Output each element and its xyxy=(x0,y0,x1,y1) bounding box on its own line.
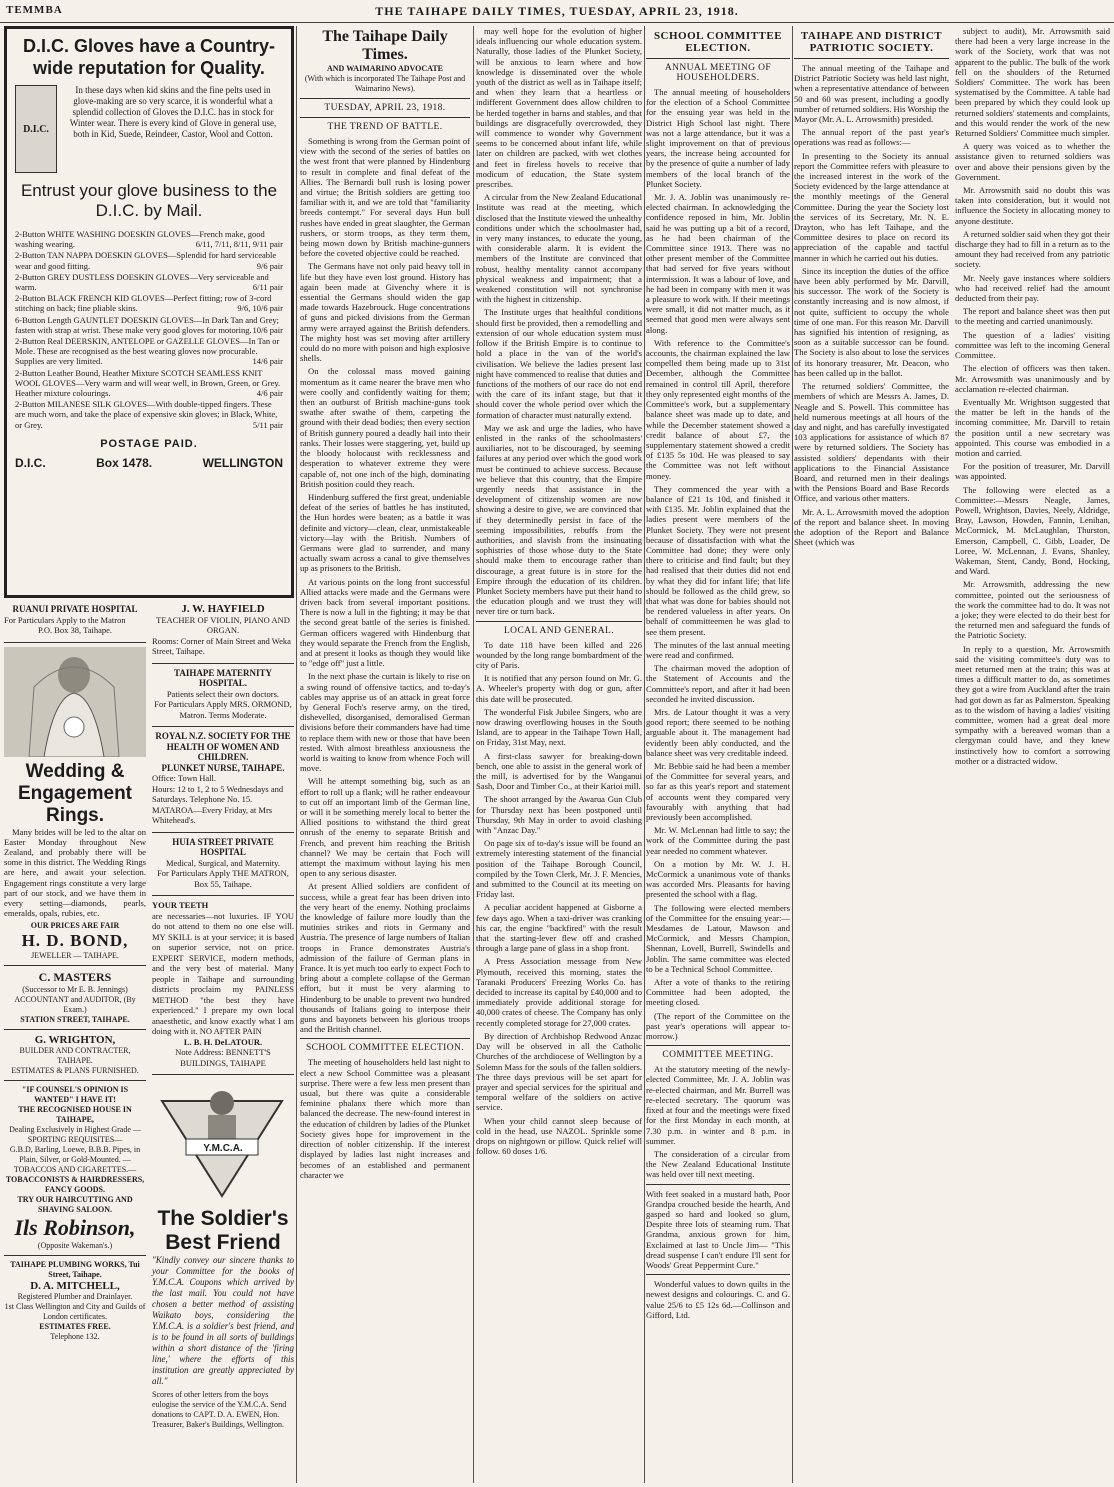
bride-illustration xyxy=(4,647,146,757)
local-item: The wonderful Fisk Jubilee Singers, who are now drawing overflowing houses in the South Island, are to appear in the Taihape Town Hall, on Friday, 31st May, next. xyxy=(476,706,642,748)
editorial-paragraph: may well hope for the evolution of higher ideals influencing our whole education system. Naturally, those ladies of the Plunket Society, will be anxious to learn where and how knowledge is disseminated over the whole youth of the district as well as in Taihape itself; and when they learn that a heartless or indifferent Government does allow children to be herded together in barns and stables, and that buildings are disgracefully overcrowded, they will commence to wonder why Government seems to be concerned about infant life, while later on children are packed, with wet clothes and feet in fireless hovels to receive that modicum of education, the State system prescribes. xyxy=(476,26,642,190)
article-paragraph: In reply to a question, Mr. Arrowsmith said the visiting committee's duty was to meet returned men at the train; this was at times a difficult matter to do, as sometimes they got a wire from Auckland after the train had got down as far as Palmerston. Speaking as to the wisdom of having a ladies' visiting committee, women had a great deal more sympathy with a bereaved woman than a clergyman could have, and they knew instinctively how to comfort a sorrowing mother or a distracted widow. xyxy=(955,643,1110,766)
counsel-ad: "IF COUNSEL'S OPINION IS WANTED" I HAVE IT! xyxy=(21,1085,129,1105)
school-committee-heading: SCHOOL COMMITTEE ELECTION. xyxy=(653,30,783,54)
local-item: To date 118 have been killed and 226 wounded by the long range bombardment of the city of Paris. xyxy=(476,639,642,670)
soldier-best-friend-body: "Kindly convey our sincere thanks to your Committee for the books of Y.M.C.A. Coupons which arrived by the last mail. You could not have chosen a better method of assisting Waikato boys, considering the Y.M.C.A. is a soldier's best friend, and is to be found in all sorts of buildings within a short distance of the 'firing line,' where the efforts of this institution are greatly appreciated by all." xyxy=(152,1255,294,1386)
local-item: On page six of to-day's issue will be found an extremely interesting statement of the financial position of the Taihape Borough Council, compiled by the Town Clerk, Mr. J. F. Mencies, and submitted to the Council at its meeting on Friday last. xyxy=(476,838,642,900)
glove-item: 2-Button Real DEERSKIN, ANTELOPE or GAZELLE GLOVES—In Tan or Mole. These are recognised as the best wearing gloves now procurable. Supplies are very limited. 14/6 pair xyxy=(15,336,283,367)
local-general-column xyxy=(476,26,642,1483)
patriotic-right-subcol xyxy=(955,26,1110,769)
article-paragraph: After a vote of thanks to the retiring Committee had been adopted, the meeting closed. xyxy=(646,977,790,1008)
bond-jeweller-sub: JEWELLER — TAIHAPE. xyxy=(31,951,119,961)
wrighton-name: G. WRIGHTON, xyxy=(34,1034,116,1047)
paper-title: The Taihape Daily Times. xyxy=(322,28,448,63)
editorial-paragraph: A circular from the New Zealand Educational Institute was read at the meeting, which disclosed that the Institute viewed the unhealthy conditions under which the schoolmaster had, in very many instances, to educate the young, with considerable alarm. It is evident the members of the Institute are convinced that robust, healthy mentality cannot accompany physical weakness and impairment; that a weakened constitution will not synchronise with the highest in citizenship. xyxy=(476,192,642,305)
column-rule xyxy=(473,26,474,1483)
editorial-paragraph: On the colossal mass moved gaining momentum as it came nearer the brave men who were coolly and confidently waiting for them; then an outburst of British machine-guns took swathe after swathe of them, carpeting the ground with their dead bodies; then every section of British gunnery poured a deadly hail into their ranks. Their losses were staggering, yet, build up the bloody holocaust with recklessness and desperation to whatever extreme they were capable of, not one inch of the high, dominating British position could they reach. xyxy=(300,366,470,489)
editorial-date: TUESDAY, APRIL 23, 1918. xyxy=(324,103,446,113)
ymca-soldier-illustration xyxy=(152,1081,294,1201)
hayfield-ad: J. W. HAYFIELD TEACHER OF VIOLIN, PIANO AND ORGAN. Rooms: Corner of Main Street and Weka Street, Taihape. xyxy=(152,603,291,656)
article-paragraph: At the statutory meeting of the newly-elected Committee, Mr. J. A. Joblin was re-elected chairman, and Mr. Burrell was re-elected secretary. The quorum was fixed at four and the meetings were fixed for the first Monday in each month, at 7.30 p.m. in winter and 8 p.m. in summer. xyxy=(646,1064,790,1146)
article-paragraph: The minutes of the last annual meeting were read and confirmed. xyxy=(646,639,790,660)
masthead-mark: TEMMBA xyxy=(6,4,63,16)
article-paragraph: For the position of treasurer, Mr. Darvill was appointed. xyxy=(955,461,1110,482)
paper-note: (With which is incorporated The Taihape Post and Waimarino News). xyxy=(304,74,466,93)
article-paragraph: A returned soldier said when they got their discharge they had to fill in a return as to the amount they had received from any patriotic society. xyxy=(955,228,1110,270)
school-committee-subheading: ANNUAL MEETING OF HOUSEHOLDERS. xyxy=(664,63,772,83)
editorial-paragraph: Something is wrong from the German point of view with the second of the series of battles on the west front that were planned by Hindenburg to result in complete and final defeat of the Allies. The Bernardi bull rush is losing power and virtue; the British soldiers are getting too familiar with it, and we are told that "familiarity breeds contempt." For several days Hun bull rushes have ended in great slaughter, the German rushers, or storm troops, as they term them, being mown down by British machine-gunners before the coveted objective could be reached. xyxy=(300,136,470,259)
glove-item: 2-Button WHITE WASHING DOESKIN GLOVES—French make, good washing wearing. 6/11, 7/11, 8/11, 9/11 pair xyxy=(15,229,283,250)
dic-ad-entrust: Entrust your glove business to the D.I.C. by Mail. xyxy=(20,181,278,220)
local-item: The shoot arranged by the Awarua Gun Club for Thursday next has been postponed until Thursday, 9th May in order to avoid clashing with "Anzac Day." xyxy=(476,794,642,836)
article-paragraph: Mr. Arrowsmith said no doubt this was taken into consideration, but it would not influence the Society in allocating money to anyone destitute. xyxy=(955,185,1110,226)
article-paragraph: A query was voiced as to whether the assistance given to returned soldiers was over and above their pensions given by the Government. xyxy=(955,141,1110,182)
local-item: When your child cannot sleep because of cold in the head, use NAZOL. Sprinkle some drops on nightgown or pillow. Quick relief will follow. 60 doses 1/6. xyxy=(476,1115,642,1157)
dic-foot-left: D.I.C. xyxy=(15,455,46,470)
article-paragraph: In presenting to the Society its annual report the Committee refers with pleasure to the increased interest in the work of the Society evidenced by the large attendance at the monthly meetings of the General Committee. During the year the Society lost the services of its Secretary, Mr. N. E. Drayton, who has left Taihape, and the Committee desires to place on record its appreciation of the capable and tactful manner in which he carried out his duties. xyxy=(794,150,949,263)
editorial-heading-2: SCHOOL COMMITTEE ELECTION. xyxy=(305,1043,465,1054)
article-paragraph: With reference to the Committee's accounts, the chairman explained the law compelled them being made up to 31st December, although the Committee remained in control till April, therefore they only represented eight months of the Committee's work, but a supplementary balance sheet was made up to date, and while the December statement showed a credit balance of about £7, the supplementary statement showed a credit of £135 5s 10d. He was pleased to say the Committee was not left without money. xyxy=(646,337,790,481)
editorial-paragraph: At present Allied soldiers are confident of success, while a great fear has been driven into the very heart of the enemy. Nothing proclaims the knowledge of failure more loudly than the mutinies strikes and riots in Germany and Austria. The presence of large numbers of Italian troops in France demonstrates Austria's admission of the failure of German plans in France. It is yet much too early to expect Foch to bring about a complete collapse of the German effort, but it must be very alarming to Hindenburg to be unable to prevent two hundred thousands of Italians going to interpose their guns and bayonets between his glorious troops and the British channel. xyxy=(300,881,470,1035)
local-item: By direction of Archbishop Redwood Anzac Day will be observed in all the Catholic Churches of the archdiocese of Wellington by a Solemn Mass for the souls of the fallen soldiers. The three days previous will be set apart for prayer and special services for the spiritual and temporal welfare of the soldiers on active service. xyxy=(476,1030,642,1113)
article-paragraph: The annual meeting of the Taihape and District Patriotic Society was held last night, when a representative attendance of between 50 and 60 was present, including a goodly number of returned soldiers. His Worship the Mayor (Mr. A. L. Arrowsmith) presided. xyxy=(794,63,950,125)
article-paragraph: The question of a ladies' visiting committee was left to the incoming General Committee. xyxy=(955,329,1110,361)
prices-fair: OUR PRICES ARE FAIR xyxy=(30,921,120,931)
masthead xyxy=(0,0,1114,23)
article-paragraph: Mr. J. A. Joblin was unanimously re-elected chairman. In acknowledging the confidence reposed in him, Mr. Joblin said he was putting up a bit of a record, as he had been chairman of the Committee since 1913. There was no other present member of the Committee that had served for five years without intermission. It was a labour of love, and he had been in company with men it was a pleasure to work with. If their meetings were small, it did not matter much, as it seemed that good men were always sent along. xyxy=(646,192,790,335)
local-item: A first-class sawyer for breaking-down bench, one able to assist in the general work of the mill, is advertised for by the Wanganui Sash, Door and Timber Co., at their Karioi mill. xyxy=(476,750,642,792)
plunket-nurse-ad: ROYAL N.Z. SOCIETY FOR THE HEALTH OF WOMEN AND CHILDREN. PLUNKET NURSE, TAIHAPE. Office: Town Hall. Hours: 12 to 1, 2 to 5 Wednesdays and Saturdays. Telephone No. 15. MATAROA—Every Friday, at Mrs Whitehead's. xyxy=(152,731,291,825)
school-committee-column xyxy=(646,26,790,1483)
editorial-paragraph: At various points on the long front successful Allied attacks were made and the Germans were driven back from several important positions. There is now a lull in the fighting; it may be that the second great battle of the series is finished. German officers wagered with Hindenburg that they would separate the French from the English, and at present it looks as though they would like to "edge off" just a little. xyxy=(300,576,470,669)
committee-meeting-heading: COMMITTEE MEETING. xyxy=(662,1050,774,1061)
local-general-heading: LOCAL AND GENERAL. xyxy=(503,625,615,636)
dic-foot-city: WELLINGTON xyxy=(202,455,283,470)
glove-logo-icon: D.I.C. xyxy=(15,85,57,173)
editorial-paragraph: In the next phase the curtain is likely to rise on a swing round of offensive tactics, and to-day's cables may apprise us of an attack in great force by General Foch's reserve army, on the tired, dishevelled, disorganised, demoralised German divisions before their commanders have had time to replace them with new or those that have been rested. With almost breathless anxiousness the world is waiting to know from whence Foch will move. xyxy=(300,671,470,774)
soldier-best-friend-title: The Soldier's Best Friend xyxy=(157,1207,289,1254)
article-paragraph: They commenced the year with a balance of £21 1s 10d, and finished it with £135. Mr. Joblin explained that the ladies present were members of the Plunket Society. They were not present because of dissatisfaction with what the Committee had done; they were only there to criticise and find fault; but they had realised that their duties did not end by what they did for infant life; that life should be followed as the child grew, so that what was done for babies should not be rendered valueless in after years. On behalf of committeemen he was glad to see them present. xyxy=(646,483,790,637)
quilts-notice: Wonderful values to down quilts in the newest designs and colourings. C. and G. value 25/6 to £5 12s 6d.—Collinson and Gifford, Ltd. xyxy=(646,1279,790,1320)
editorial-heading: THE TREND OF BATTLE. xyxy=(327,122,443,132)
huia-hospital-ad: HUIA STREET PRIVATE HOSPITAL Medical, Surgical, and Maternity. For Particulars Apply THE MATRON, Box 55, Taihape. xyxy=(157,836,289,889)
editorial-paragraph: The Institute urges that healthful conditions should first be provided, then a remodelling and extension of our whole education system must follow if the British Empire is to continue to hold a place in the van of the world's civilisation. We believe the ladies present last night have commenced to realise that duties and functions of the mothers of our race do not end with the care of its infant stage, but that it should cover the whole period over which the formation of character must naturally extend. xyxy=(476,307,642,420)
article-paragraph: Since its inception the duties of the office have been ably performed by Mr. Darvill, his successor. The work of the Society is constantly increasing and is now almost, if not quite, sufficient to occupy the whole time of one man. For this reason Mr. Darvill has signified his intention of resigning, as soon as a suitable successor can be found. The Society is also about to lose the services of its honorary treasurer, Mr. Deacon, who has been called up in the ballot. xyxy=(794,265,949,378)
glove-item: 2-Button Leather Bound, Heather Mixture SCOTCH SEAMLESS KNIT WOOL GLOVES—Very warm and will wear well, in Brown, Green, or Grey. Heather mixture colourings. 4/6 pair xyxy=(15,367,283,399)
article-paragraph: Mr. A. L. Arrowsmith moved the adoption of the report and balance sheet. In moving the adoption of the Report and Balance Sheet (which was xyxy=(794,506,949,548)
article-paragraph: The returned soldiers' Committee, the members of which are Messrs A. James, D. Neagle and S. Powell. This committee has held numerous meetings at all hours of the day and night, and has carefully investigated 103 applications for assistance of which 87 were by returned soldiers. The Society has assisted soldiers' dependants with their applications to the Financial Assistance Board, and returned men in their dealings with the Pensions Board and Base Records Office, and various other matters. xyxy=(794,381,949,504)
column-rule xyxy=(644,26,645,1483)
article-paragraph: Mrs. de Latour thought it was a very good report; there seemed to be nothing arguable about it. The management had evidently been ably conducted, and the balance sheet was very creditable indeed. xyxy=(646,706,790,758)
dic-ad-intro: In these days when kid skins and the fine pelts used in glove-making are so very scarce, it is wonderful what a splendid collection of Gloves the D.I.C. has in stock for Winter wear. There is every kind of Glove in general use, both in Kid, Suede, Reindeer, Castor, Wool and Cotton. xyxy=(69,85,277,139)
bond-jeweller-name: H. D. BOND, xyxy=(21,931,129,951)
glove-item: 2-Button TAN NAPPA DOESKIN GLOVES—Splendid for hard serviceable wear and good fitting. 9/6 pair xyxy=(15,250,283,271)
glove-item: 2-Button GREY DUSTLESS DOESKIN GLOVES—Very serviceable and warm. 6/11 pair xyxy=(15,271,283,293)
wedding-rings-body: Many brides will be led to the altar on Easter Monday throughout New Zealand, and probably there will be some in this district. The Wedding Rings are here, and await your selection. Engagement rings constitute a very large part of our stock, and we have them in every setting—diamonds, pearls, emeralds, opals, rubies, etc. xyxy=(4,826,146,919)
article-paragraph: The consideration of a circular from the New Zealand Educational Institute was held over till next meeting. xyxy=(646,1148,790,1180)
left-ads-b: J. W. HAYFIELD TEACHER OF VIOLIN, PIANO AND ORGAN. Rooms: Corner of Main Street and Weka Street, Taihape. TAIHAPE MATERNITY HOSPITAL. Patients select their own doctors. For Particulars Apply MRS. ORMOND, Matron. Terms Moderate. ROYAL N.Z. SOCIETY FOR THE HEALTH OF WOMEN AND CHILDREN. PLUNKET NURSE, TAIHAPE. Office: Town Hall. Hours: 12 to 1, 2 to 5 Wednesdays and Saturdays. Telephone No. 15. MATAROA—Every Friday, at Mrs Whitehead's. HUIA STREET PRIVATE HOSPITAL Medical, Surgical, and Maternity. For Particulars Apply THE MATRON, Box 55, Taihape. YOUR TEETH are necessaries—not luxuries. IF YOU do not attend to them no one else will. MY SKILL is at your service; it is based on superior service, not on price. EXPERT SERVICE, modern methods, and the very best of material. Many people in Taihape and surrounding districts proclaim my PAINLESS METHOD "the best they have experienced." I prepare my own local anaesthetic, and know exactly what I am doing with it. NO AFTER PAIN L. B. H. DeLATOUR. Note Address: BENNETT'S BUILDINGS, TAIHAPE Y.M.C.A. The Soldier's Best Friend "Kindly convey our sincere thanks to your Committee for the books of Y.M.C.A. Coupons which arrived by the last mail. You could not have chosen a better method of assisting Waikato boys, considering the Y.M.C.A. is a soldier's best friend, and is to be found in all sorts of buildings within a short distance of the 'firing line,' where the efforts of this institution are greatly appreciated by all." Scores of other letters from the boys eulogise the service of the Y.M.C.A. Send donations to CAPT. D. A. EWEN, Hon. Treasurer, Baker's Buildings, Wellington. xyxy=(152,603,294,1429)
postage-note: POSTAGE PAID. xyxy=(100,437,198,450)
ymca-badge: Y.M.C.A. xyxy=(203,1143,243,1154)
patriotic-society-column xyxy=(794,26,1110,1483)
patriotic-heading: TAIHAPE AND DISTRICT PATRIOTIC SOCIETY. xyxy=(800,30,943,54)
article-paragraph: (The report of the Committee on the past year's operations will appear to-morrow.) xyxy=(646,1010,790,1042)
glove-item: 2-Button BLACK FRENCH KID GLOVES—Perfect fitting; row of 3-cord stitching on back; fine pliable skins. 9/6, 10/6 pair xyxy=(15,293,283,314)
dic-foot-box: Box 1478. xyxy=(96,455,153,470)
article-paragraph: The annual meeting of householders for the election of a School Committee for the ensuing year was held in the District High School last night. There was not a large attendance, but it was a slight improvement on that of previous years, the increase being accounted for by the presence of quite a number of lady members of the local branch of the Plunket Society. xyxy=(646,87,790,189)
editorial-column xyxy=(300,26,470,1483)
editorial-paragraph: Will he attempt something big, such as an effort to roll up a flank; will he rather endeavour to cut off an important limb of the German line, or will it be something merely local to better the Allied positions to withstand the third great onrush of the enemy to separate British and French, and prevent him reaching the British channel? We may be certain that Foch will attempt the maximum without laying his men open to any serious disaster. xyxy=(300,776,470,879)
article-paragraph: The annual report of the past year's operations was read as follows:— xyxy=(794,127,949,148)
dic-glove-list xyxy=(15,229,283,430)
glove-item: 2-Button MILANESE SILK GLOVES—With double-tipped fingers. These are much worn, and take the place of expensive skin gloves; in Black, White, or Grey. 5/11 pair xyxy=(15,399,283,430)
plumbing-works: TAIHAPE PLUMBING WORKS, Tui Street, Taihape. xyxy=(10,1260,140,1280)
article-paragraph: Eventually Mr. Wrightson suggested that the matter be left in the hands of the incoming committee, Mr. Darvill to retain the position until a new secretary was appointed. This course was embodied in a motion and carried. xyxy=(955,396,1110,458)
patriotic-left-subcol xyxy=(794,26,949,769)
editorial-paragraph: The Germans have not only paid heavy toll in life but they have even lost ground. History has again been made at Givenchy where it is essential the Germans should widen the gap made towards Hazebrouck. Huge concentrations of guns and picked divisions from the German army were arrayed against the British defenders. The mighty host was set moving after artillery could do no more with poison and high explosive shells. xyxy=(300,261,470,364)
editorial-paragraph: Hindenburg suffered the first great, undeniable defeat of the series of battles he has instituted, the Hun hordes were beaten; as a battle it was definite and victory—clean, clear, unmistakeable victory—lay with the British. Numbers of Germans were glad to surrender, and many actually swam across a canal to give themselves up as prisoners to the British. xyxy=(300,491,470,574)
local-item: A Press Association message from New Plymouth, received this morning, states the Taranaki Producers' Freezing Works Co. has decided to increase its capital by £40,000 and to immediately provide additional storage for 40,000 crates of cheese. The Company has only recently completed storage for 27,000 crates. xyxy=(476,956,642,1028)
article-paragraph: Mr. Arrowsmith, addressing the new committee, pointed out the seriousness of the work the committee had to do. It was not a joke; they were elected to do their best for the returned men and safeguard the funds of the Patriotic Society. xyxy=(955,579,1110,641)
dic-gloves-advertisement xyxy=(4,26,294,598)
masthead-title: THE TAIHAPE DAILY TIMES, TUESDAY, APRIL 23, 1918. xyxy=(375,3,739,18)
article-paragraph: The report and balance sheet was then put to the meeting and carried unanimously. xyxy=(955,306,1110,327)
paper-subtitle: AND WAIMARINO ADVOCATE xyxy=(327,64,443,73)
local-item: A peculiar accident happened at Gisborne a few days ago. When a taxi-driver was cranking his car, the engine "backfired" with the result that the starting-lever flew off and crashed through a large pane of glass in a shop front. xyxy=(476,902,642,954)
article-paragraph: Mr. W. McLennan had little to say; the work of the Committee during the past year needed no comment whatever. xyxy=(646,825,790,856)
article-paragraph: subject to audit), Mr. Arrowsmith said there had been a very large increase in the work of the Society, work that was not apparent to the public. The bulk of the work fell on the shoulders of the Returned Soldiers' Committee. The work has been systematised by the Committee. A table had been prepared by which they could look up returned soldiers' statements and complaints, and this would render the work of the new Returned Soldiers' Committee much simpler. xyxy=(955,26,1110,139)
column-rule xyxy=(792,26,793,1483)
maternity-hospital-ad: TAIHAPE MATERNITY HOSPITAL. Patients select their own doctors. For Particulars Apply MRS. ORMOND, Matron. Terms Moderate. xyxy=(154,667,292,720)
robinson-name: Ils Robinson, xyxy=(14,1215,136,1241)
ruanui-hospital-ad: RUANUI PRIVATE HOSPITAL For Particulars Apply to the Matron P.O. Box 38, Taihape. xyxy=(4,604,138,635)
editorial-paragraph: May we ask and urge the ladies, who have enlisted in the ranks of the schoolmasters' auxiliaries, not to be discouraged, by seeming failures at any period over which the good work must be continued to achieve success. Because we believe that this country, that the Empire urgently needs that assistance in the development of citizenship women are now showing a desire to give, we are convinced that if they determinedly persist in face of the seeming impossibilities, rebuffs from the authorities, and slavish from the insinuating sophistries of those whose duty to the State should make them to encourage rather than discourage, a great future is in store for the Empire through the education of its children. Plunket Society members have put their hand to the education plough and we trust they will never tire or turn back. xyxy=(476,422,642,617)
editorial-paragraph: The meeting of householders held last night to elect a new School Committee was a pleasant surprise. There were a few less men present than usual, but there was quite a considerable feminine phalanx there which more than balanced the decrease. The new-found interest in the education of children by ladies of the Plunket Society gives hope for improvement in the direction of nobler citizenship. If the interest displayed by ladies last night increases and becomes of an established and permanent character we xyxy=(300,1057,470,1180)
glove-item: 6-Button Length GAUNTLET DOESKIN GLOVES—In Dark Tan and Grey; fasten with strap at wrist. These make very good gloves for motoring. 10/6 pair xyxy=(15,314,283,335)
column-rule xyxy=(296,26,297,1483)
local-item: It is notified that any person found on Mr. G. A. Wheeler's property with dog or gun, after this date will be prosecuted. xyxy=(476,673,642,704)
masters-name: C. MASTERS xyxy=(38,970,112,985)
article-paragraph: The election of officers was then taken. Mr. Arrowsmith was unanimously and by acclamation re-elected chairman. xyxy=(955,363,1110,394)
dic-ad-title: D.I.C. Gloves have a Country-wide reputation for Quality. xyxy=(22,36,276,78)
article-paragraph: On a motion by Mr. W. J. H. McCormick a unanimous vote of thanks was accorded Mrs. Pleasants for having presented the school with a flag. xyxy=(646,858,790,900)
wedding-rings-title: Wedding & Engagement Rings. xyxy=(17,760,133,826)
article-paragraph: The following were elected as a Committee:—Messrs Neagle, James, Powell, Wrightson, Davies, Neely, Aldridge, Bray, Lawson, Howden, Fannin, Lenihan, McCormick, M. McLaughlan, Thurston, Emerson, Campbell, C. Gibb, Loader, De Loree, W. McLennan, J. Evans, Shanley, Wakeman, Stent, Candy, Bond, Hocking, and Ward. xyxy=(955,484,1110,577)
article-paragraph: The chairman moved the adoption of the Statement of Accounts and the Committee's report, and after it had been seconded he invited discussion. xyxy=(646,663,790,704)
article-paragraph: Mr. Bebbie said he had been a member of the Committee for several years, and so far as this year's report and statement of accounts went they compared very favourably with anything that had previously been accomplished. xyxy=(646,761,790,823)
article-paragraph: The following were elected members of the Committee for the ensuing year:—Mesdames de Latour, Mawson and McCormick, and Messrs Champion, Shennan, Lovell, Burrell, Swindells and Joblin. The same committee was elected to be a Technical School Committee. xyxy=(646,902,790,974)
teeth-ad: YOUR TEETH are necessaries—not luxuries. IF YOU do not attend to them no one else will. MY SKILL is at your service; it is based on superior service, not on price. EXPERT SERVICE, modern methods, and the very best of material. Many people in Taihape and surrounding districts proclaim my PAINLESS METHOD "the best they have experienced." I prepare my own local anaesthetic, and know exactly what I am doing with it. NO AFTER PAIN L. B. H. DeLATOUR. Note Address: BENNETT'S BUILDINGS, TAIHAPE xyxy=(152,900,294,1068)
advertisement-column xyxy=(4,26,294,1483)
left-ads-a: RUANUI PRIVATE HOSPITAL For Particulars Apply to the Matron P.O. Box 38, Taihape. Wedding & Engagement Rings. Many brides will be led to the altar on Easter Monday throughout New Zealand, and probably there will be some in this district. The Wedding Rings are here, and await your selection. Engagement rings constitute a very large part of our stock, and we have them in every setting—diamonds, pearls, emeralds, opals, rubies, etc. OUR PRICES ARE FAIR H. D. BOND, JEWELLER — TAIHAPE. C. MASTERS (Successor to Mr E. B. Jennings) ACCOUNTANT and AUDITOR, (By Exam.) STATION STREET, TAIHAPE. G. WRIGHTON, BUILDER AND CONTRACTER, TAIHAPE. ESTIMATES & PLANS FURNISHED. "IF COUNSEL'S OPINION IS WANTED" I HAVE IT! THE RECOGNISED HOUSE IN TAIHAPE, Dealing Exclusively in Highest Grade —SPORTING REQUISITES— G.B.D, Barling, Loewe, B.B.B. Pipes, in Plain, Silver, or Gold-Mounted. —TOBACCOS AND CIGARETTES.— TOBACCONISTS & HAIRDRESSERS, FANCY GOODS. TRY OUR HAIRCUTTING AND SHAVING SALOON. Ils Robinson, (Opposite Wakeman's.) TAIHAPE PLUMBING WORKS, Tui Street, Taihape. D. A. MITCHELL, Registered Plumber and Drainlayer. 1st Class Wellington and City and Guilds of London certificates. ESTIMATES FREE. Telephone 132. xyxy=(4,604,146,1342)
peppermint-poem: With feet soaked in a mustard bath, Poor Grandpa crouched beside the hearth, And gasped so hard and looked so glum, Despite three lots of steaming rum. That Grandma, anxious grown for him, Exclaimed at last to Uncle Jim— "This dread suspense I can't endure I'll sent for Woods' Great Peppermint Cure." xyxy=(646,1188,790,1270)
article-paragraph: Mr. Neely gave instances where soldiers who had received relief had the amount deducted from their pay. xyxy=(955,272,1110,304)
